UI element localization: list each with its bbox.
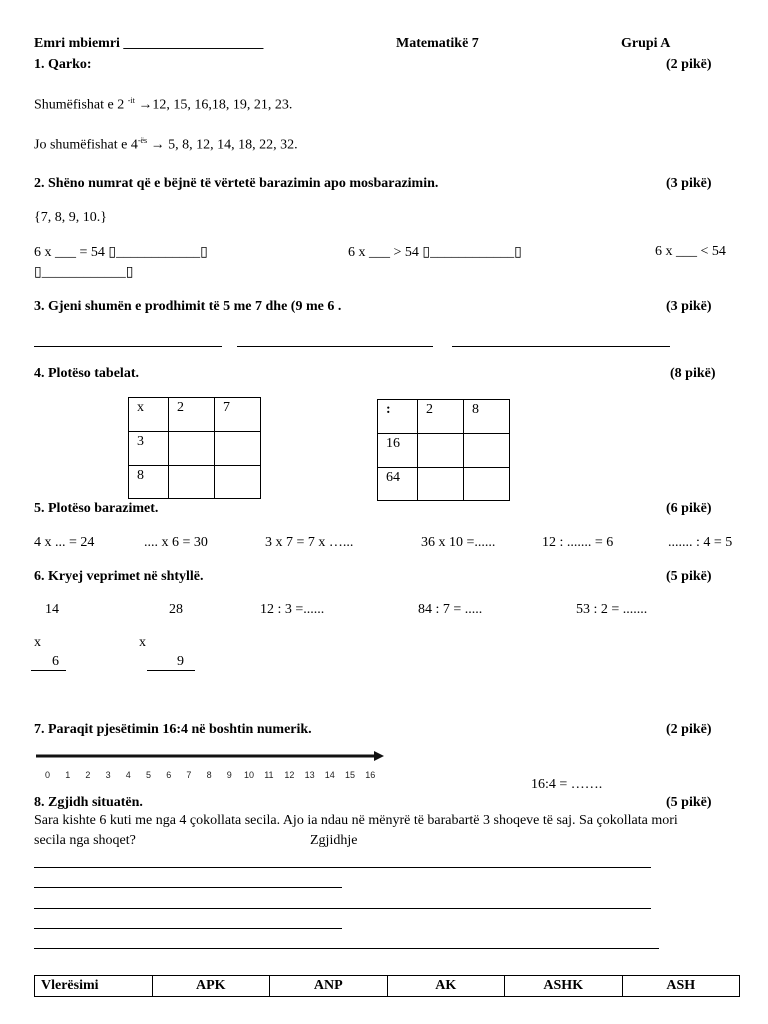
column-mult-2-top: 28 (169, 602, 183, 617)
solution-line[interactable] (34, 908, 651, 909)
q1-line1 (34, 96, 292, 114)
column-mult-1-rule (31, 670, 66, 671)
q3-answer-line-1[interactable] (34, 346, 222, 347)
q1-title: 1. Qarko: (34, 57, 92, 72)
assessment-level: ASH (622, 976, 740, 997)
column-mult-1-operator: x (34, 635, 41, 650)
table2-cell: 64 (378, 468, 418, 501)
number-line-tick-label: 8 (206, 770, 212, 780)
q2-set: {7, 8, 9, 10.} (34, 210, 107, 225)
table2-cell: : (378, 400, 418, 434)
q1-line2-numbers: 5, 8, 12, 14, 18, 22, 32. (168, 137, 298, 153)
number-line-tick-label: 4 (125, 770, 131, 780)
q7-answer: 16:4 = ……. (531, 777, 603, 792)
solution-line[interactable] (34, 928, 342, 929)
q1-line2-sup: -ës (137, 136, 148, 145)
name-label: Emri mbiemri ____________________ (34, 36, 264, 51)
division-table (377, 399, 510, 501)
q1-points: (2 pikë) (666, 57, 712, 72)
table1-cell: 7 (215, 398, 261, 432)
table2-cell: 8 (464, 400, 510, 434)
table2-answer-cell[interactable] (418, 468, 464, 501)
table1-cell: 2 (169, 398, 215, 432)
q1-line1-prefix: Shumëfishat e 2 (34, 97, 125, 113)
q3-answer-line-3[interactable] (452, 346, 670, 347)
assessment-level: ANP (270, 976, 388, 997)
number-line-tick-label: 0 (45, 770, 51, 780)
q2-points: (3 pikë) (666, 176, 712, 191)
assessment-header: Vlerësimi (35, 976, 153, 997)
number-line-tick-label: 14 (324, 770, 335, 780)
number-line-tick-label: 10 (244, 770, 255, 780)
column-mult-1-top: 14 (45, 602, 59, 617)
q4-points: (8 pikë) (670, 366, 716, 381)
q5-equation: .... x 6 = 30 (144, 535, 208, 550)
q1-line2 (34, 136, 298, 154)
group-label: Grupi A (621, 36, 671, 51)
q3-title: 3. Gjeni shumën e prodhimit të 5 me 7 dhe (9 me 6 . (34, 299, 342, 314)
multiplication-table (128, 397, 261, 499)
solution-line[interactable] (34, 948, 659, 949)
number-line-tick-label: 16 (365, 770, 376, 780)
q8-text-line-2: secila nga shoqet? (34, 833, 136, 848)
number-line-tick-label: 15 (345, 770, 356, 780)
table1-answer-cell[interactable] (215, 466, 261, 499)
table2-answer-cell[interactable] (418, 434, 464, 468)
q6-points: (5 pikë) (666, 569, 712, 584)
number-line-tick-label: 13 (304, 770, 315, 780)
column-mult-2-rule (147, 670, 195, 671)
q7-points: (2 pikë) (666, 722, 712, 737)
table1-answer-cell[interactable] (169, 432, 215, 466)
q5-equation: 12 : ....... = 6 (542, 535, 614, 550)
table2-cell: 16 (378, 434, 418, 468)
q1-line1-numbers: 12, 15, 16,18, 19, 21, 23. (152, 97, 293, 113)
q3-answer-line-2[interactable] (237, 346, 433, 347)
arrow-icon: → (138, 97, 153, 113)
division-2: 84 : 7 = ..... (418, 602, 483, 617)
subject-title: Matematikë 7 (396, 36, 479, 51)
solution-label: Zgjidhje (310, 833, 358, 848)
q5-title: 5. Plotëso barazimet. (34, 501, 159, 516)
division-3: 53 : 2 = ....... (576, 602, 648, 617)
q5-equation: 36 x 10 =...... (421, 535, 496, 550)
q6-title: 6. Kryej veprimet në shtyllë. (34, 569, 204, 584)
table2-answer-cell[interactable] (464, 468, 510, 501)
column-mult-2-bottom: 9 (177, 654, 184, 669)
q2-title: 2. Shëno numrat që e bëjnë të vërtetë barazimin apo mosbarazimin. (34, 176, 439, 191)
q1-line1-sup: -it (127, 96, 135, 105)
table1-cell: 8 (129, 466, 169, 499)
q2-equation-3: 6 x ___ < 54 (655, 244, 726, 259)
q1-line2-prefix: Jo shumëfishat e 4 (34, 137, 138, 153)
table2-answer-cell[interactable] (464, 434, 510, 468)
q8-title: 8. Zgjidh situatën. (34, 795, 143, 810)
arrow-icon: → (150, 137, 165, 153)
assessment-level: AK (387, 976, 505, 997)
q4-title: 4. Plotëso tabelat. (34, 366, 139, 381)
table1-cell: x (129, 398, 169, 432)
q5-equation: ....... : 4 = 5 (668, 535, 733, 550)
q2-equation-1: 6 x ___ = 54 ▯____________▯ (34, 245, 208, 260)
assessment-table (34, 975, 740, 997)
assessment-level: APK (152, 976, 270, 997)
table1-cell: 3 (129, 432, 169, 466)
q2-equation-2: 6 x ___ > 54 ▯____________▯ (348, 245, 522, 260)
number-line-tick-label: 12 (284, 770, 295, 780)
q5-points: (6 pikë) (666, 501, 712, 516)
column-mult-2-operator: x (139, 635, 146, 650)
number-line-tick-label: 7 (186, 770, 192, 780)
q8-points: (5 pikë) (666, 795, 712, 810)
number-line-tick-label: 5 (146, 770, 152, 780)
solution-line[interactable] (34, 887, 342, 888)
table2-cell: 2 (418, 400, 464, 434)
division-1: 12 : 3 =...... (260, 602, 325, 617)
q2-equation-3-cont: ▯____________▯ (34, 265, 134, 280)
q5-equation: 4 x ... = 24 (34, 535, 95, 550)
number-line-tick-label: 2 (85, 770, 91, 780)
number-line-tick-label: 1 (65, 770, 71, 780)
column-mult-1-bottom: 6 (52, 654, 59, 669)
number-line-tick-label: 9 (226, 770, 232, 780)
assessment-level: ASHK (505, 976, 623, 997)
table1-answer-cell[interactable] (169, 466, 215, 499)
number-line-axis (34, 748, 386, 764)
number-line-tick-label: 3 (105, 770, 111, 780)
solution-line[interactable] (34, 867, 651, 868)
q5-equation: 3 x 7 = 7 x …... (265, 535, 354, 550)
q7-title: 7. Paraqit pjesëtimin 16:4 në boshtin numerik. (34, 722, 312, 737)
table1-answer-cell[interactable] (215, 432, 261, 466)
number-line-tick-label: 11 (264, 770, 274, 780)
q3-points: (3 pikë) (666, 299, 712, 314)
number-line-tick-label: 6 (166, 770, 172, 780)
q8-text-line-1: Sara kishte 6 kuti me nga 4 çokollata secila. Ajo ia ndau në mënyrë të barabartë 3 shoqeve të saj. Sa çokollata mori (34, 813, 678, 828)
